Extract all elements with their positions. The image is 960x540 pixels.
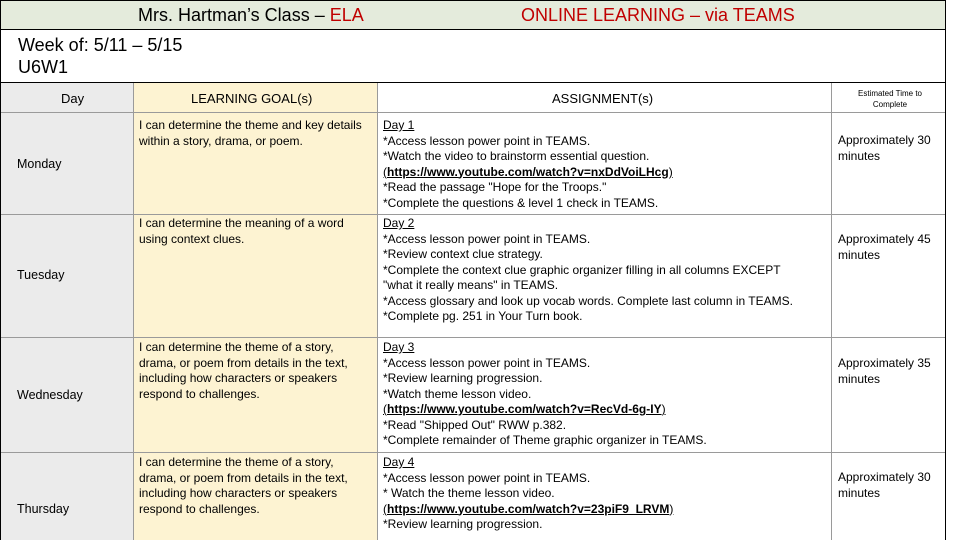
column-divider <box>831 83 832 540</box>
frame-border <box>945 0 946 540</box>
assignment-line: *Access lesson power point in TEAMS. <box>383 355 591 370</box>
link-close-paren: ) <box>661 402 666 416</box>
estimate-wednesday: Approximately 35 minutes <box>838 356 931 386</box>
class-title <box>138 5 364 26</box>
assignment-day-heading: Day 4 <box>383 455 415 469</box>
row-divider <box>0 452 946 453</box>
day-tuesday: Tuesday <box>17 268 65 282</box>
class-subject: ELA <box>329 5 364 25</box>
link-open-paren: ( <box>383 402 387 416</box>
assignment-line: *Review context clue strategy. <box>383 247 543 261</box>
assignment-line: *Read "Shipped Out" RWW p.382. <box>383 417 567 432</box>
assignment-line: *Complete the questions & level 1 check in TEAMS. <box>383 195 659 210</box>
video-link[interactable]: https://www.youtube.com/watch?v=RecVd-6g-IY <box>387 402 662 416</box>
assignment-tuesday <box>383 216 829 325</box>
goal-tuesday: I can determine the meaning of a word using context clues. <box>139 216 344 246</box>
week-of: Week of: 5/11 – 5/15 <box>18 35 183 55</box>
assignment-line: *Complete pg. 251 in Your Turn book. <box>383 309 583 323</box>
assignment-monday <box>383 118 829 211</box>
video-link[interactable]: https://www.youtube.com/watch?v=nxDdVoiLHcg <box>387 164 669 179</box>
header-learning-goal: LEARNING GOAL(s) <box>191 91 313 106</box>
video-link-line <box>383 502 829 518</box>
assignment-line: *Read the passage "Hope for the Troops." <box>383 180 607 194</box>
week-info <box>0 29 946 83</box>
assignment-line: *Review learning progression. <box>383 517 543 531</box>
estimate-tuesday: Approximately 45 minutes <box>838 232 931 262</box>
link-open-paren: ( <box>383 164 387 179</box>
header-band <box>0 0 946 30</box>
header-assignment: ASSIGNMENT(s) <box>552 91 654 106</box>
day-thursday: Thursday <box>17 502 70 516</box>
header-estimated-time: Estimated Time to Complete <box>857 89 923 109</box>
goal-thursday: I can determine the theme of a story, drama, or poem from details in the text, including how characters or speakers respond to challenges. <box>139 455 348 516</box>
assignment-line: *Review learning progression. <box>383 371 543 385</box>
day-wednesday: Wednesday <box>17 388 83 402</box>
video-link-line <box>383 402 829 418</box>
estimate-thursday: Approximately 30 minutes <box>838 470 931 500</box>
assignment-day-heading: Day 3 <box>383 340 415 354</box>
video-link-line <box>383 165 829 181</box>
assignment-wednesday <box>383 340 829 449</box>
class-title-prefix: Mrs. Hartman’s Class – <box>138 5 330 25</box>
schedule-table <box>0 83 946 540</box>
assignment-line: *Complete the context clue graphic organizer filling in all columns EXCEPT <box>383 262 781 277</box>
estimate-monday: Approximately 30 minutes <box>838 133 931 163</box>
assignment-line: *Access lesson power point in TEAMS. <box>383 231 591 246</box>
online-learning-title: ONLINE LEARNING – via TEAMS <box>521 5 795 25</box>
header-day: Day <box>61 91 85 106</box>
row-divider <box>0 337 946 338</box>
link-close-paren: ) <box>668 164 673 179</box>
assignment-line: *Access lesson power point in TEAMS. <box>383 133 591 148</box>
assignment-line: *Access glossary and look up vocab words. Complete last column in TEAMS. <box>383 293 793 308</box>
link-open-paren: ( <box>383 501 387 516</box>
link-close-paren: ) <box>669 501 674 516</box>
assignment-line: *Watch theme lesson video. <box>383 386 532 401</box>
row-divider <box>0 214 946 215</box>
assignment-thursday <box>383 455 829 533</box>
goal-monday: I can determine the theme and key details within a story, drama, or poem. <box>139 118 362 148</box>
day-column <box>0 83 133 540</box>
column-divider <box>377 83 378 540</box>
row-divider <box>0 112 946 113</box>
assignment-line: *Complete remainder of Theme graphic organizer in TEAMS. <box>383 433 707 447</box>
assignment-line: "what it really means" in TEAMS. <box>383 278 559 292</box>
unit-label: U6W1 <box>18 57 69 77</box>
assignment-line: * Watch the theme lesson video. <box>383 486 555 500</box>
day-monday: Monday <box>17 157 62 171</box>
column-divider <box>133 83 134 540</box>
assignment-day-heading: Day 1 <box>383 118 415 132</box>
assignment-line: *Watch the video to brainstorm essential question. <box>383 149 650 163</box>
assignment-line: *Access lesson power point in TEAMS. <box>383 470 591 485</box>
goal-wednesday: I can determine the theme of a story, drama, or poem from details in the text, including how characters or speakers respond to challenges. <box>139 340 348 401</box>
assignment-day-heading: Day 2 <box>383 216 415 230</box>
frame-border <box>0 83 1 540</box>
video-link[interactable]: https://www.youtube.com/watch?v=23piF9_LRVM <box>387 501 670 516</box>
